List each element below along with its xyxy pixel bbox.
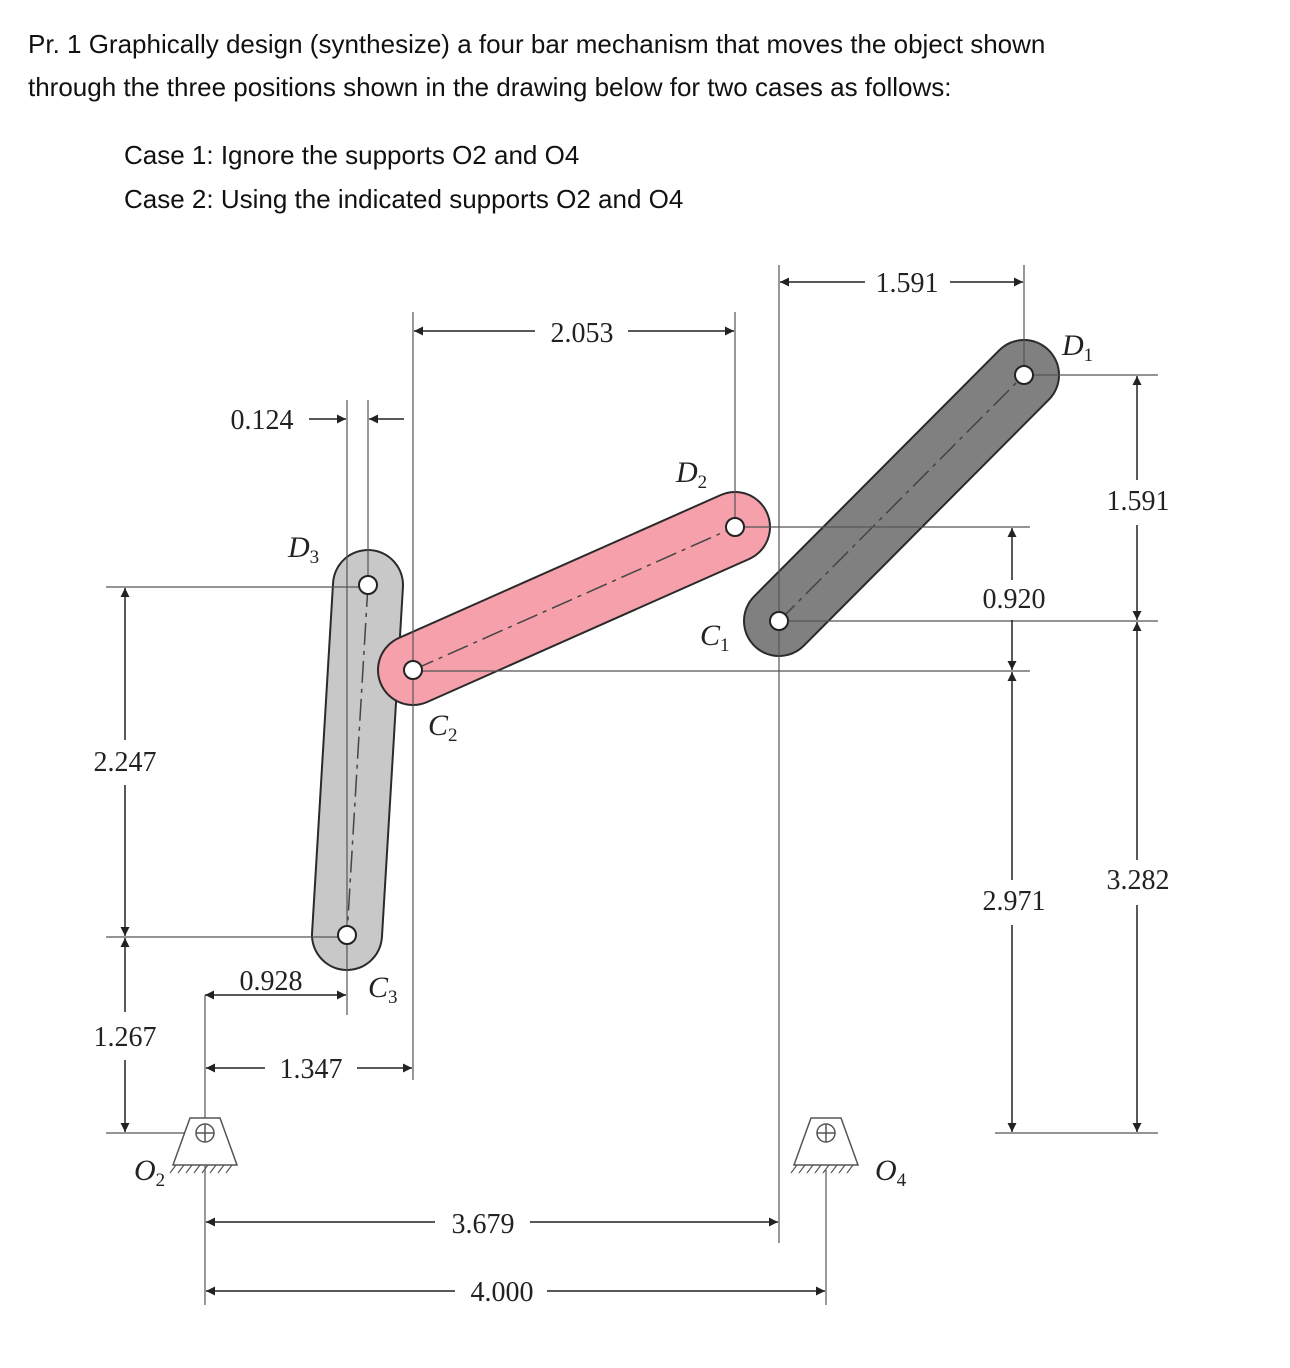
pin-C1	[770, 612, 788, 630]
dim-1591-right: 1.591	[1106, 486, 1170, 517]
pin-C3	[338, 926, 356, 944]
ground-support-O4	[791, 1118, 858, 1173]
ground-support-O2	[170, 1118, 237, 1173]
pin-D2	[726, 518, 744, 536]
label-O2: $O_2$	[134, 1154, 166, 1191]
label-D1: $D_1$	[1062, 329, 1094, 366]
link-position-2	[413, 527, 735, 670]
problem-statement-line1: Pr. 1 Graphically design (synthesize) a four bar mechanism that moves the object shown	[28, 29, 1046, 59]
pin-D3	[359, 576, 377, 594]
link-position-3	[347, 585, 368, 935]
label-D2: $D_2$	[676, 456, 708, 493]
dim-2247: 2.247	[93, 747, 157, 778]
dim-4000: 4.000	[470, 1277, 534, 1308]
label-C1: $C_1$	[700, 619, 730, 656]
label-D3: $D_3$	[288, 531, 320, 568]
pin-C2	[404, 661, 422, 679]
dim-1347: 1.347	[279, 1054, 343, 1085]
dim-0928: 0.928	[239, 966, 303, 997]
case-1-text: Case 1: Ignore the supports O2 and O4	[124, 140, 580, 170]
dim-1591-top: 1.591	[875, 268, 939, 299]
dim-1267: 1.267	[93, 1022, 157, 1053]
dim-0124: 0.124	[230, 405, 294, 436]
dim-3282: 3.282	[1106, 865, 1170, 896]
dim-0920: 0.920	[982, 584, 1046, 615]
dim-2053: 2.053	[550, 318, 614, 349]
dim-2971: 2.971	[982, 886, 1046, 917]
case-2-text: Case 2: Using the indicated supports O2 and O4	[124, 184, 684, 214]
label-O4: $O_4$	[875, 1154, 907, 1191]
pin-D1	[1015, 366, 1033, 384]
dim-3679: 3.679	[451, 1209, 515, 1240]
problem-statement-line2: through the three positions shown in the drawing below for two cases as follows:	[28, 72, 952, 102]
label-C2: $C_2$	[428, 709, 458, 746]
label-C3: $C_3$	[368, 971, 398, 1008]
